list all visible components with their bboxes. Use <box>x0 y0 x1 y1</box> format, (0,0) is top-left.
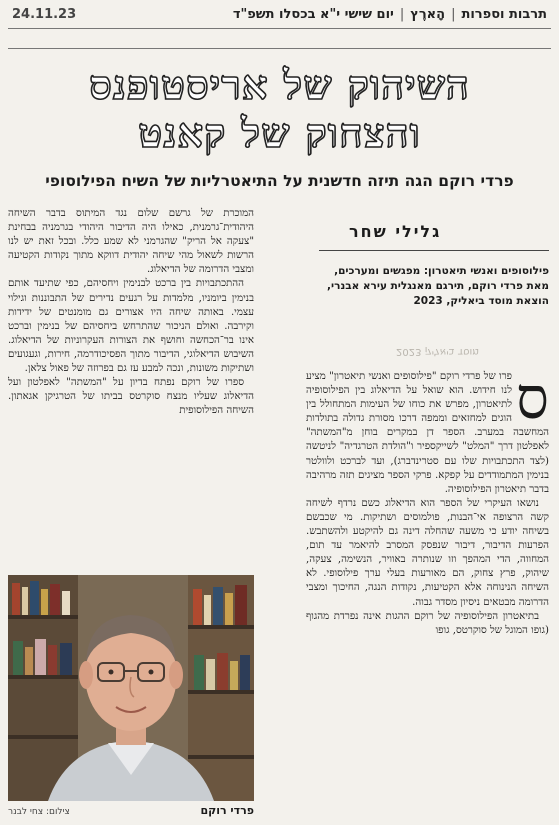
portrait-illustration <box>8 575 254 801</box>
author-photo <box>8 575 254 801</box>
header-rule-2 <box>8 48 551 49</box>
headline-line-1: השיהוק של אריסטופנס <box>89 62 470 109</box>
paragraph-3: בתיאטרון הפילוסופיה של רוקם ההגות אינה נפרדת מהגוף (גופו המוגל של סוקרטס, גופו <box>306 610 549 636</box>
paragraph-1: ס פרו של פרדי רוקם "פילוסופים ואנשי תיאטרון" מציע לנו חידוש. הוא שואל על הדיאלוג בין הפילוסופיה לתיאטרון, מפרש את כוחו של העימות המתחולל בין הוגים למחזאים וממפה דרכו מסורת גדולה בתולדות המחשבה במערב. הספר דן במקרים בוחן מ"המשתה" לאפלטון דרך "המלט" לשייקספיר ו"הולדת הטרגדיה" לניטשה (לצד התכתבויות שלו עם סטרינדברג), ועד לברכט ולוולטר בנימין המתמודדים על קפקא. פרקי הספר מציגים תזה מרהיבה בדבר תיאטרון הפילוסופיה. <box>306 364 549 495</box>
left-column <box>8 207 254 571</box>
paragraph-2: נושאו העיקרי של הספר הוא הדיאלוג כשם נרדף לשיחה קשה הרצופה אי־הבנות, פולמוסים ושתיקות. מי שכבשם בשיחה יודע כי משעה שהחלה דינה גם להיקטע ולהשתבש. הפרעות הדיבור, דיבור שנפסק המסרב להיאמר עד תום, המחווה, הדי המהפך וזו שנותרה באוויר, הנשימה, צעקה, שיהוק, פרץ צחוק, הם מאורעות בעלי ערך פילוסופי. לא השיחה הנינוחה אלא הקטיעות, נקודות הנגה, החיכוך ומצבי הדרומה מבטאים ניסיון מסדר גבוה. <box>306 497 549 608</box>
photo-credit: צילום: צחי לבנר <box>8 807 70 817</box>
subheadline: פרדי רוקם הגה תיזה חדשנית על התיאטרליות של השיח הפילוסופי <box>45 172 514 190</box>
date: 24.11.23 <box>12 6 77 22</box>
headline <box>10 62 549 158</box>
book-info: פילוסופים ואנשי תיאטרון: מפגשים ומערכים, מאת פרדי רוקם, תירגם מאנגלית עירא אבנרי, הוצאת מוסד ביאליק, 2023 <box>327 265 549 307</box>
bleed-through-text: מוסד ביאליק 2023 <box>396 346 479 357</box>
newspaper-name: הָארֶץ <box>410 6 446 22</box>
page-header: תרבות וספרות | הָארֶץ | יום שישי י"א בכסלו תשפ"ד 24.11.23 <box>12 6 547 22</box>
byline-rule <box>319 250 549 251</box>
paragraph-left-3: ספרו של רוקם נפתח בדיון על "המשתה" לאפלטון ועל הדיאלוג שעליו מנצח סוקרטס בביתו של הטרגיקן אגאתון. השיחה הפילוסופית <box>8 377 254 417</box>
headline-line-2: והצחוק של קאנט <box>138 110 421 157</box>
paragraph-left-2: ההתכתבויות בין ברכט לבנימין ויחסיהם, כפי שתיעד אותם בנימין ביומניו, מלמדות על רגעים נדירים של התבוננות וגילוי עצמי. באותה שיחה היו אצורים גם מומנטים של ידידות וקירבה. ואולם הניכור שהתרחש ביחסיהם של בנימין וברכט אינו בר־הכחשה וחושף את הצורות העקרוניות של הדיאלוג. השיבוש הדיאלוגי, הדיבור מתוך הפסיכודרמה, חירות, וגעגועים ושתיקות משונות, ונכה למבע עז גם בפרוזה של פאול צלאן. <box>8 278 254 375</box>
byline: גלילי שחר <box>349 222 442 241</box>
dropcap: ס <box>516 364 549 432</box>
paragraph-left-1: המוכרת של גרשם שלום נגד המיתוס בדבר השיחה היהודית־גרמנית, כאילו היה הדיבור היהודי בגרמניה בבחינת "צעקה אל הריק" שהגרמני לא שמע כלל. ובכל זאת יש לנו הרשות לשאול מהי שיחה יהודית דווקא מתוך נקודות הקטיעה ומצבי הדרומה של הדיאלוג. <box>8 208 254 276</box>
right-column <box>306 364 549 638</box>
section-name: תרבות וספרות <box>461 6 547 22</box>
header-rule <box>8 28 551 29</box>
photo-caption <box>8 804 254 817</box>
hebrew-date: יום שישי י"א בכסלו תשפ"ד <box>232 6 394 22</box>
photo-name: פרדי רוקם <box>200 804 254 817</box>
